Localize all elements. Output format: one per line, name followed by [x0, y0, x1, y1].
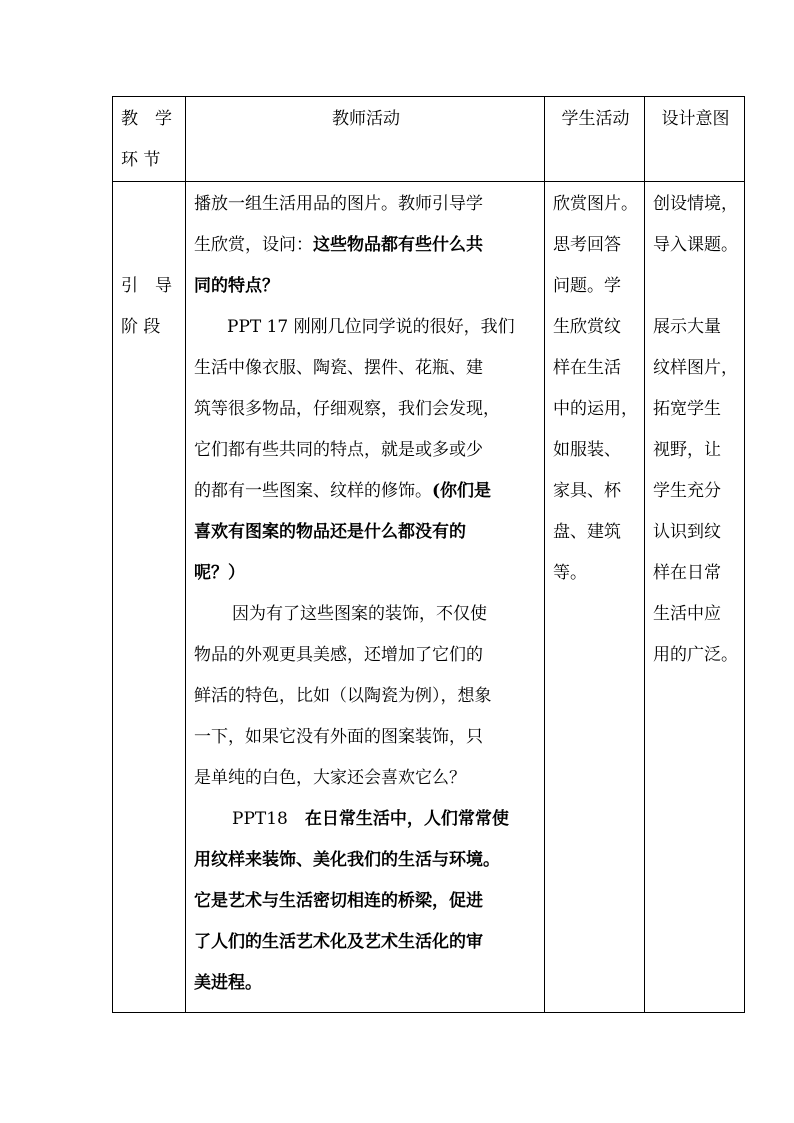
teacher-line: 用纹样来装饰、美化我们的生活与环境。 — [194, 850, 500, 870]
design-line: 拓宽学生 — [653, 399, 721, 419]
teacher-line: 的都有一些图案、纹样的修饰。(你们是 — [194, 481, 492, 501]
teacher-line: 播放一组生活用品的图片。教师引导学 — [194, 194, 483, 214]
student-activity-cell — [545, 182, 645, 1013]
teacher-line: PPT 17 刚刚几位同学说的很好，我们 — [227, 317, 515, 337]
header-teacher-label: 教师活动 — [332, 109, 400, 129]
teacher-line: 物品的外观更具美感，还增加了它们的 — [194, 645, 483, 665]
design-line: 纹样图片， — [653, 358, 738, 378]
teacher-line: 生活中像衣服、陶瓷、摆件、花瓶、建 — [194, 358, 483, 378]
design-line: 学生充分 — [653, 481, 721, 501]
design-line: 用的广泛。 — [653, 645, 738, 665]
student-line: 如服装、 — [553, 440, 621, 460]
student-line: 盘、建筑 — [553, 522, 621, 542]
design-line: 创设情境， — [653, 194, 738, 214]
student-line: 中的运用， — [553, 399, 638, 419]
design-line: 导入课题。 — [653, 235, 738, 255]
stage-line2: 阶 段 — [121, 317, 161, 337]
teacher-line: 喜欢有图案的物品还是什么都没有的 — [194, 522, 466, 542]
teacher-line: 鲜活的特色，比如（以陶瓷为例），想象 — [194, 686, 492, 706]
student-line: 家具、杯 — [553, 481, 621, 501]
header-stage-cell — [113, 97, 186, 182]
teacher-line: 是单纯的白色，大家还会喜欢它么？ — [194, 768, 466, 788]
header-stage-line1: 教 学 — [121, 109, 172, 129]
teacher-line: 筑等很多物品，仔细观察，我们会发现， — [194, 399, 500, 419]
design-line: 视野，让 — [653, 440, 721, 460]
teacher-line: 呢？） — [194, 563, 245, 583]
teacher-line: 美进程。 — [194, 973, 262, 993]
header-student-cell — [545, 97, 645, 182]
student-line: 等。 — [553, 563, 587, 583]
table-header-row — [113, 97, 745, 182]
table-row — [113, 182, 745, 1013]
stage-line1: 引 导 — [121, 276, 172, 296]
teacher-line: 生欣赏，设问：这些物品都有些什么共 — [194, 235, 483, 255]
design-line: 生活中应 — [653, 604, 721, 624]
teacher-line: 它是艺术与生活密切相连的桥梁，促进 — [194, 891, 483, 911]
design-intent-cell — [645, 182, 745, 1013]
design-line: 展示大量 — [653, 317, 721, 337]
header-student-label: 学生活动 — [561, 109, 630, 129]
student-line: 思考回答 — [553, 235, 621, 255]
design-line: 认识到纹 — [653, 522, 721, 542]
teacher-line: 一下，如果它没有外面的图案装饰，只 — [194, 727, 483, 747]
teacher-line: 同的特点？ — [194, 276, 279, 296]
student-line: 问题。学 — [553, 276, 621, 296]
teacher-line: 因为有了这些图案的装饰，不仅使 — [232, 604, 487, 624]
header-design-cell — [645, 97, 745, 182]
header-stage-line2: 环 节 — [121, 150, 161, 170]
design-line: 样在日常 — [653, 563, 721, 583]
lesson-plan-table — [112, 96, 745, 1013]
teacher-line: PPT18 在日常生活中，人们常常使 — [232, 809, 509, 829]
student-line: 样在生活 — [553, 358, 621, 378]
header-teacher-cell — [186, 97, 545, 182]
teacher-line: 它们都有些共同的特点，就是或多或少 — [194, 440, 483, 460]
design-gap — [653, 266, 738, 307]
stage-cell — [113, 182, 186, 1013]
header-design-label: 设计意图 — [661, 109, 730, 129]
teacher-line: 了人们的生活艺术化及艺术生活化的审 — [194, 932, 483, 952]
student-line: 欣赏图片。 — [553, 194, 638, 214]
teacher-activity-cell — [186, 182, 545, 1013]
student-line: 生欣赏纹 — [553, 317, 621, 337]
